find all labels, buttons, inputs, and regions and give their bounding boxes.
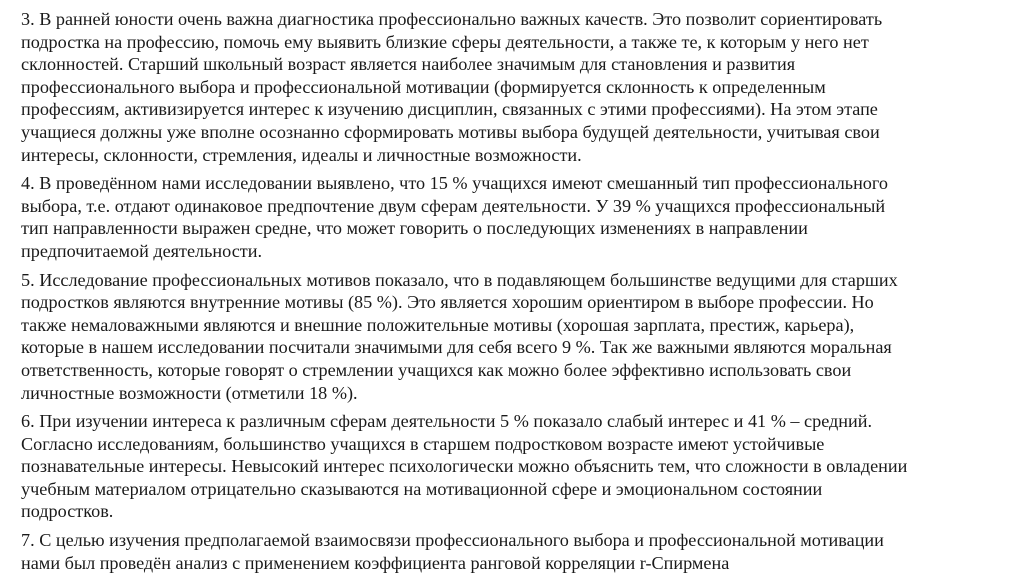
paragraph-3 bbox=[21, 8, 1006, 166]
paragraph-6 bbox=[21, 410, 1006, 523]
text-line: познавательные интересы. Невысокий интерес психологически можно объяснить тем, что сложности в овладении bbox=[21, 456, 908, 477]
paragraph-7 bbox=[21, 529, 1006, 574]
text-line: 5. Исследование профессиональных мотивов показало, что в подавляющем большинстве ведущими для старших bbox=[21, 269, 898, 290]
text-line: подростков являются внутренние мотивы (85 %). Это является хорошим ориентиром в выборе профессии. Но bbox=[21, 292, 874, 313]
paragraph-4 bbox=[21, 172, 1006, 262]
text-line: склонностей. Старший школьный возраст является наиболее значимым для становления и развития bbox=[21, 54, 796, 75]
text-line: нами был проведён анализ с применением коэффициента ранговой корреляции r-Спирмена bbox=[21, 552, 730, 573]
document-body bbox=[21, 8, 1006, 574]
text-line: учебным материалом отрицательно сказываются на мотивационной сфере и эмоциональном состоянии bbox=[21, 478, 823, 499]
text-line: 7. С целью изучения предполагаемой взаимосвязи профессионального выбора и профессиональной мотивации bbox=[21, 530, 884, 551]
text-line: Согласно исследованиям, большинство учащихся в старшем подростковом возрасте имеют устойчивые bbox=[21, 433, 825, 454]
text-line: личностные возможности (отметили 18 %). bbox=[21, 382, 358, 403]
text-line: учащиеся должны уже вполне осознанно сформировать мотивы выбора будущей деятельности, учитывая свои bbox=[21, 121, 880, 142]
text-line: также немаловажными являются и внешние положительные мотивы (хорошая зарплата, престиж, карьера), bbox=[21, 314, 855, 335]
text-line: подростка на профессию, помочь ему выявить близкие сферы деятельности, а также те, к которым у него нет bbox=[21, 31, 869, 52]
text-line: предпочитаемой деятельности. bbox=[21, 240, 263, 261]
text-line: профессиям, активизируется интерес к изучению дисциплин, связанных с этими профессиями). На этом этапе bbox=[21, 99, 878, 120]
text-line: 3. В ранней юности очень важна диагностика профессионально важных качеств. Это позволит сориентировать bbox=[21, 9, 883, 29]
text-line: которые в нашем исследовании посчитали значимыми для себя всего 9 %. Так же важными являются моральная bbox=[21, 337, 892, 358]
text-line: 6. При изучении интереса к различным сферам деятельности 5 % показало слабый интерес и 41 % – средний. bbox=[21, 411, 873, 432]
text-line: тип направленности выражен средне, что может говорить о последующих изменениях в направлении bbox=[21, 218, 808, 239]
text-line: подростков. bbox=[21, 501, 114, 522]
text-line: профессионального выбора и профессиональной мотивации (формируется склонность к определенным bbox=[21, 76, 826, 97]
paragraph-5 bbox=[21, 269, 1006, 405]
text-line: выбора, т.е. отдают одинаковое предпочтение двум сферам деятельности. У 39 % учащихся профессиональный bbox=[21, 195, 886, 216]
text-line: ответственность, которые говорят о стремлении учащихся как можно более эффективно использовать свои bbox=[21, 359, 852, 380]
text-line: 4. В проведённом нами исследовании выявлено, что 15 % учащихся имеют смешанный тип профессионального bbox=[21, 173, 888, 194]
text-line: интересы, склонности, стремления, идеалы и личностные возможности. bbox=[21, 144, 582, 165]
